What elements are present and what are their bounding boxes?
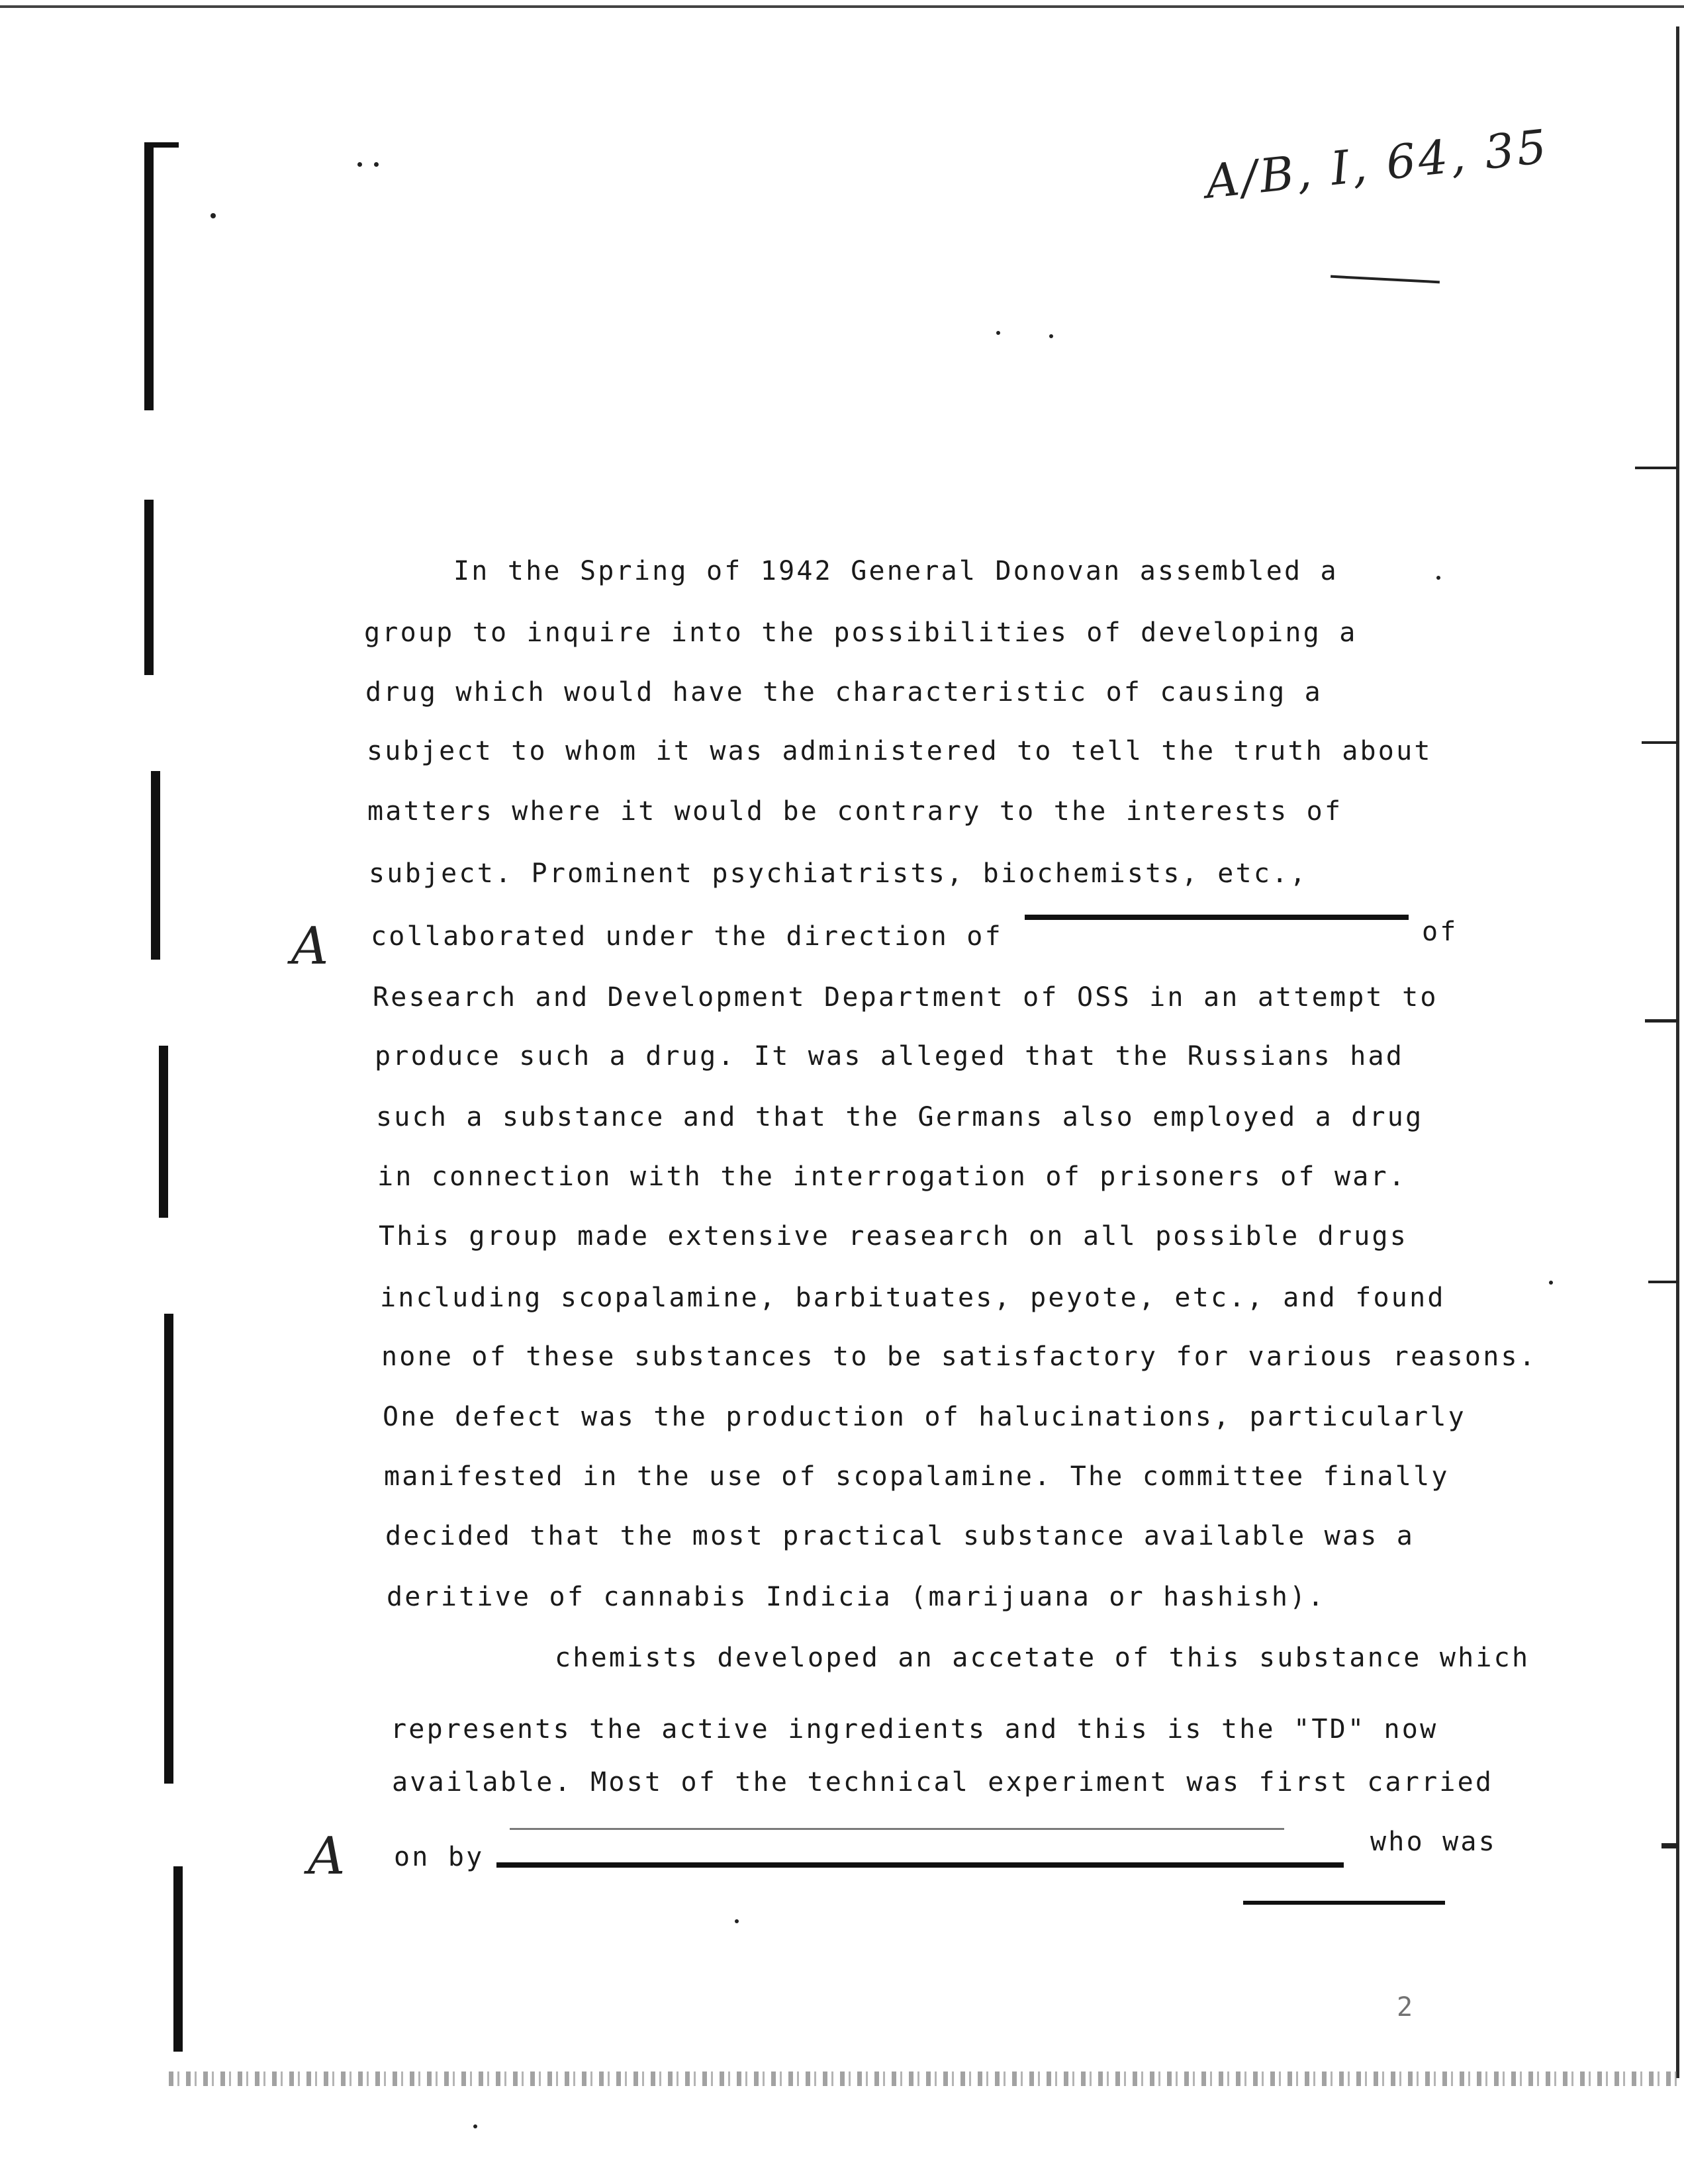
page-number: 2 [1397, 1992, 1416, 2023]
binding-bracket [144, 500, 154, 675]
margin-dash [1661, 1843, 1678, 1848]
scan-noise-strip [169, 2071, 1678, 2086]
margin-dash [1635, 467, 1678, 469]
binding-bracket [164, 1314, 173, 1784]
scan-edge-top [0, 5, 1684, 8]
scan-speck [735, 1919, 739, 1923]
text-line: including scopalamine, barbituates, peyote, etc., and found [380, 1283, 1446, 1313]
scan-speck [1549, 1281, 1553, 1285]
margin-mark-a: A [308, 1827, 346, 1886]
text-line: represents the active ingredients and this is the "TD" now [391, 1714, 1438, 1745]
text-line: subject. Prominent psychiatrists, biochemists, etc., [369, 858, 1308, 889]
text-line: who was [1370, 1827, 1497, 1857]
scan-edge-right [1676, 26, 1679, 2078]
scan-speck [1436, 576, 1440, 580]
text-line: One defect was the production of halucinations, particularly [383, 1402, 1466, 1432]
text-line: in connection with the interrogation of prisoners of war. [377, 1161, 1407, 1192]
text-line: decided that the most practical substance available was a [385, 1521, 1415, 1551]
binding-bracket [159, 1046, 168, 1218]
margin-dash [1648, 1281, 1678, 1283]
margin-dash [1642, 741, 1678, 744]
redaction-bar [1025, 915, 1409, 920]
text-line: produce such a drug. It was alleged that the Russians had [375, 1041, 1405, 1071]
text-line: matters where it would be contrary to the interests of [367, 796, 1343, 827]
text-line: chemists developed an accetate of this substance which [555, 1643, 1530, 1673]
redaction-bar [1243, 1901, 1445, 1905]
scan-speck [996, 331, 1000, 335]
text-line: subject to whom it was administered to tell the truth about [367, 736, 1432, 766]
binding-bracket [151, 771, 160, 960]
margin-mark-a: A [291, 917, 329, 976]
scan-speck [1049, 334, 1053, 338]
scan-speck [210, 213, 216, 218]
margin-dash [1645, 1019, 1678, 1023]
text-line: drug which would have the characteristic of causing a [365, 677, 1323, 707]
binding-bracket [144, 142, 179, 148]
redaction-bar [496, 1862, 1344, 1868]
text-line: manifested in the use of scopalamine. The committee finally [384, 1461, 1450, 1492]
text-line: none of these substances to be satisfactory for various reasons. [381, 1342, 1538, 1372]
text-line: on by [394, 1842, 485, 1872]
scan-speck [473, 2124, 477, 2128]
text-line: This group made extensive reasearch on all possible drugs [379, 1221, 1409, 1251]
file-reference: A/B, I, 64, 35 [1203, 119, 1552, 210]
scan-speck [357, 162, 362, 167]
scan-speck [374, 162, 379, 167]
redaction-trace [510, 1828, 1284, 1830]
text-line: available. Most of the technical experiment was first carried [392, 1767, 1494, 1797]
text-line: collaborated under the direction of [371, 921, 1003, 952]
binding-bracket [144, 142, 154, 410]
text-line: group to inquire into the possibilities of developing a [364, 617, 1358, 648]
binding-bracket [173, 1866, 183, 2052]
text-line: such a substance and that the Germans also employed a drug [376, 1102, 1424, 1132]
text-line: deritive of cannabis Indicia (marijuana or hashish). [387, 1582, 1326, 1612]
text-line: Research and Development Department of OSS in an attempt to [373, 982, 1438, 1013]
file-reference-underline [1331, 275, 1440, 284]
text-line: of [1422, 917, 1458, 947]
text-line: In the Spring of 1942 General Donovan assembled a [453, 556, 1338, 586]
